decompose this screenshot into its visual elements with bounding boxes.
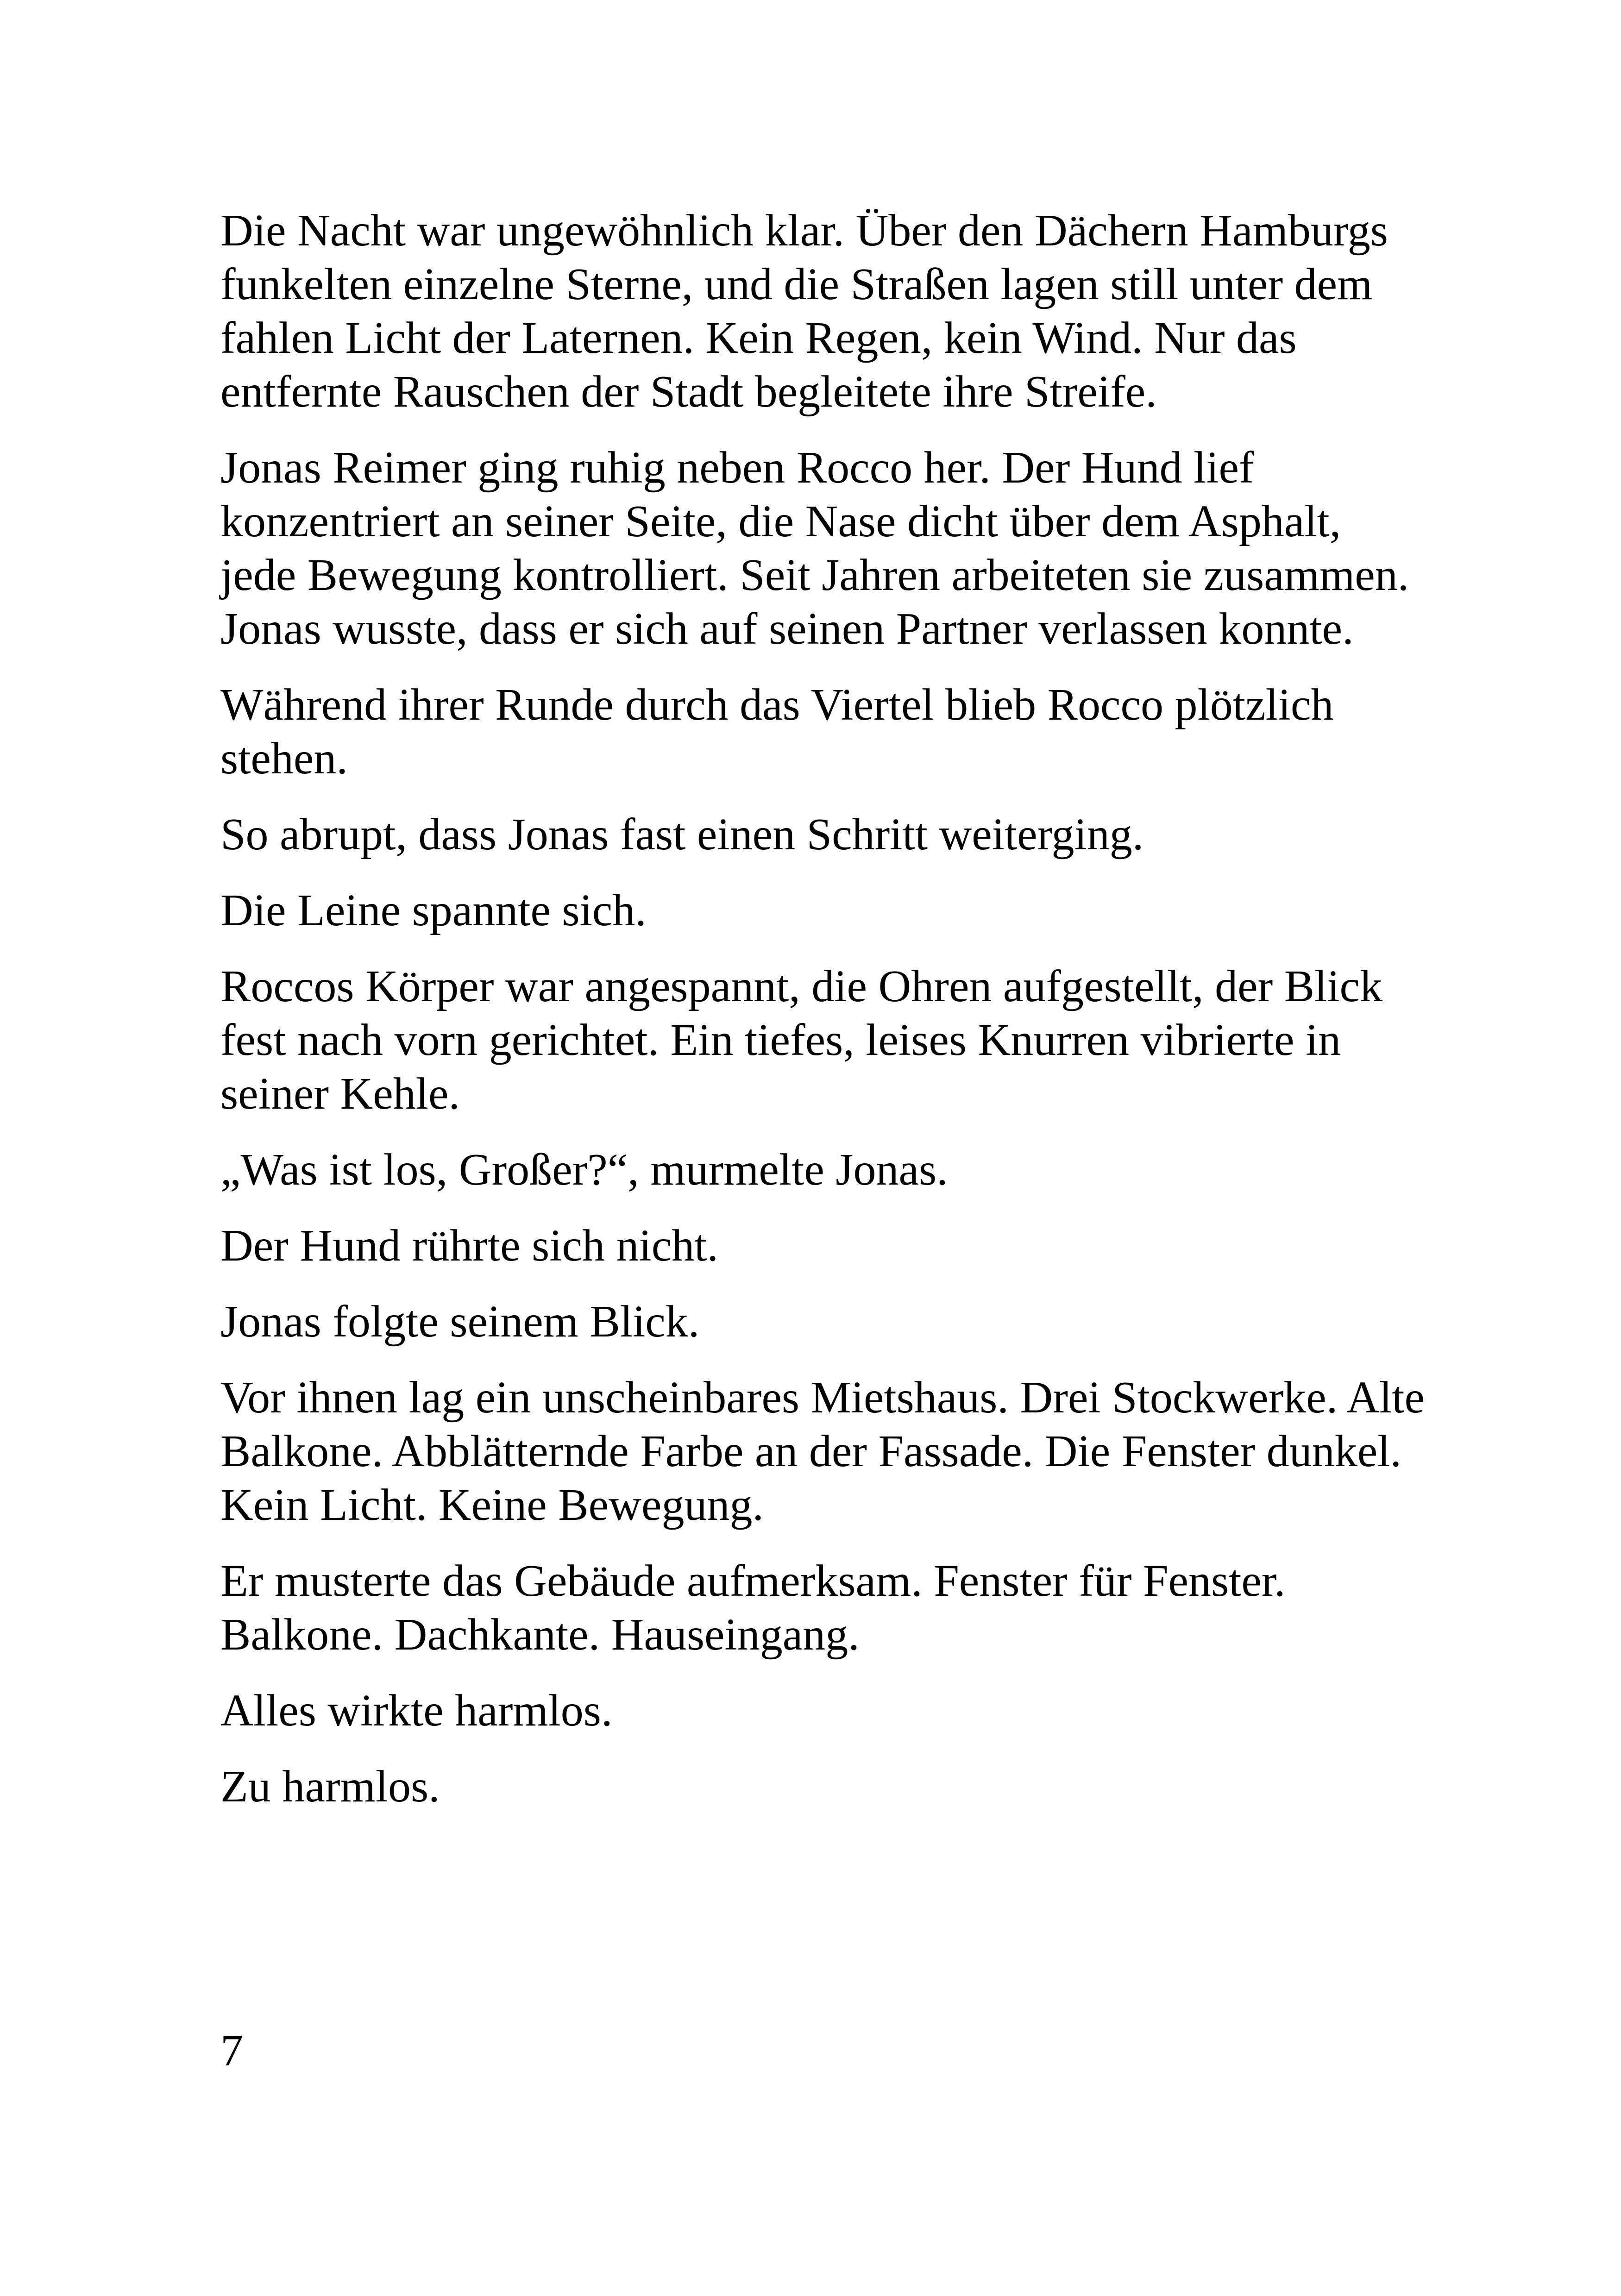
paragraph: So abrupt, dass Jonas fast einen Schritt weiterging. [220, 809, 1144, 859]
paragraph: Die Leine spannte sich. [220, 885, 647, 935]
paragraph: Alles wirkte harmlos. [220, 1686, 613, 1736]
paragraph: Roccos Körper war angespannt, die Ohren aufgestellt, der Blick fest nach vorn gerichtet. Ein tiefes, leises Knurren vibrierte in seiner Kehle. [220, 961, 1383, 1119]
paragraph: Die Nacht war ungewöhnlich klar. Über den Dächern Hamburgs funkelten einzelne Sterne, und die Straßen lagen still unter dem fahlen Licht der Laternen. Kein Regen, kein Wind. Nur das entfernte Rauschen der Stadt begleitete ihre Streife. [220, 206, 1388, 417]
paragraph: Jonas Reimer ging ruhig neben Rocco her. Der Hund lief konzentriert an seiner Seite, die Nase dicht über dem Asphalt, jede Bewegung kontrolliert. Seit Jahren arbeiteten sie zusammen. Jonas wusste, dass er sich auf seinen Partner verlassen konnte. [220, 443, 1409, 654]
page-number: 7 [220, 2026, 243, 2076]
paragraph: „Was ist los, Großer?“, murmelte Jonas. [220, 1145, 948, 1195]
paragraph: Zu harmlos. [220, 1762, 440, 1812]
paragraph: Er musterte das Gebäude aufmerksam. Fenster für Fenster. Balkone. Dachkante. Hauseingang. [220, 1556, 1286, 1660]
paragraph: Jonas folgte seinem Blick. [220, 1297, 700, 1347]
paragraph: Der Hund rührte sich nicht. [220, 1221, 718, 1271]
paragraph: Während ihrer Runde durch das Viertel blieb Rocco plötzlich stehen. [220, 680, 1334, 784]
body-text [220, 204, 1425, 1836]
paragraph: Vor ihnen lag ein unscheinbares Mietshaus. Drei Stockwerke. Alte Balkone. Abblätternde Farbe an der Fassade. Die Fenster dunkel. Kein Licht. Keine Bewegung. [220, 1373, 1425, 1530]
